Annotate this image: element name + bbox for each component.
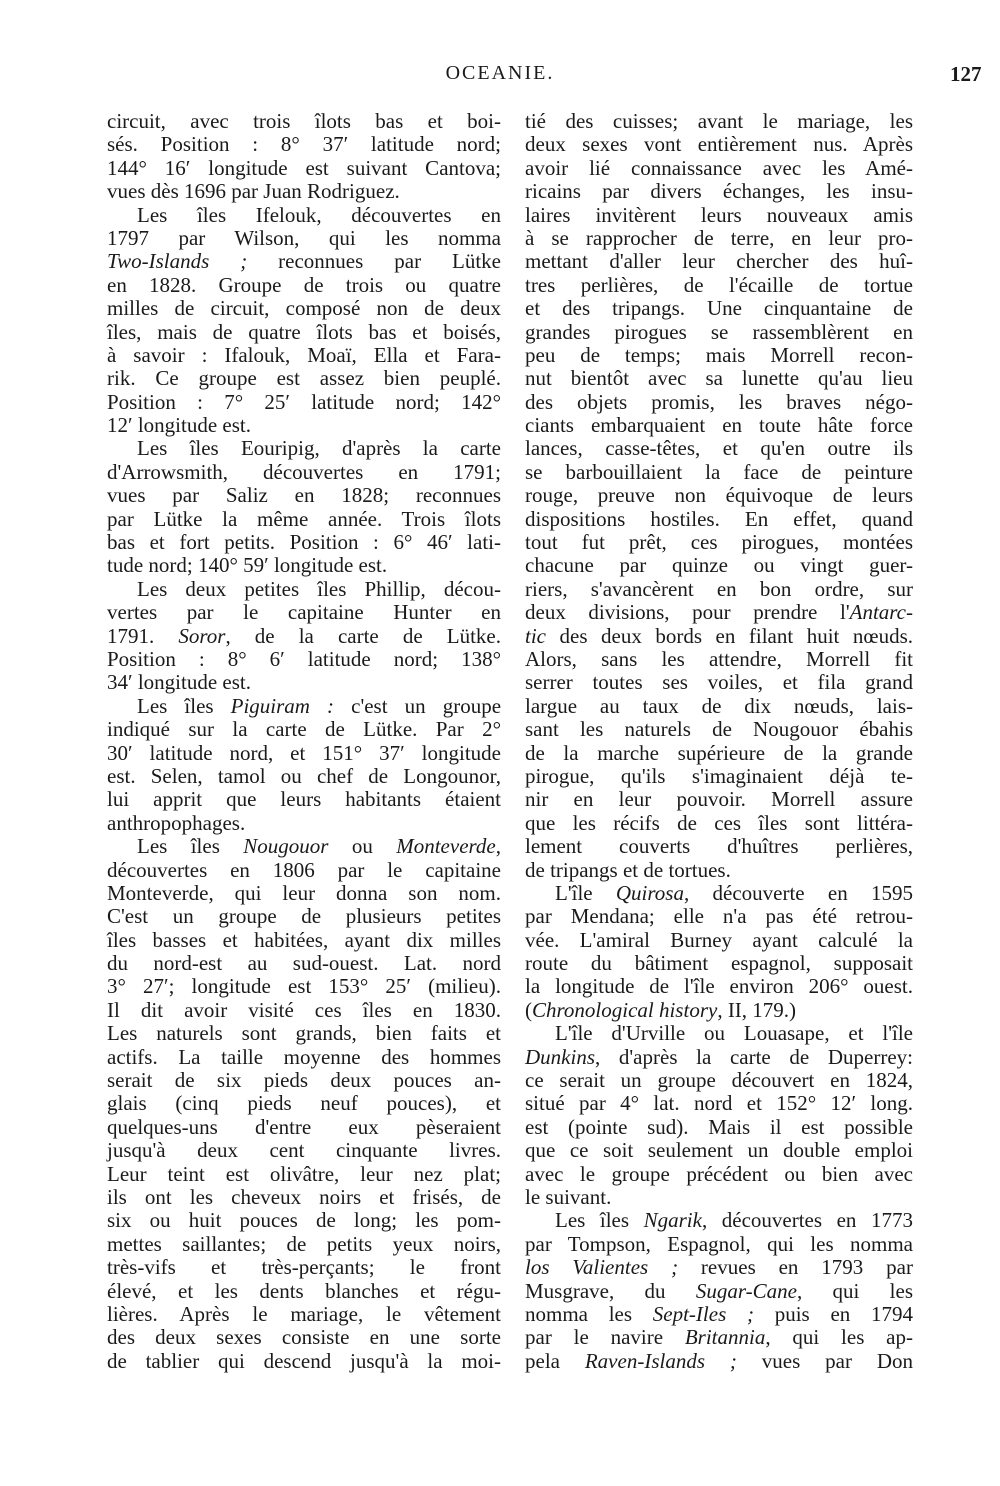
text-segment: ou <box>328 834 397 859</box>
text-segment: 144° 16′ longitude est suivant Cantova; <box>107 155 501 180</box>
text-line <box>525 625 913 648</box>
text-segment: d'Arrowsmith, découvertes en 1791; <box>107 459 501 484</box>
text-segment: est. Selen, tamol ou chef de Longounor, <box>107 763 501 788</box>
text-segment: Les deux petites îles Phillip, décou- <box>137 576 501 601</box>
text-line <box>525 601 913 624</box>
text-line <box>525 508 913 531</box>
left-column <box>107 110 501 1373</box>
text-line <box>525 648 913 671</box>
text-segment: quelques-uns d'entre eux pèseraient <box>107 1114 501 1139</box>
text-line <box>525 321 913 344</box>
text-line <box>107 133 501 156</box>
italic-text-segment: tic <box>525 623 546 648</box>
text-segment: vertes par le capitaine Hunter en <box>107 600 501 625</box>
text-line <box>107 297 501 320</box>
text-segment: îles, mais de quatre îlots bas et boisés, <box>107 319 501 344</box>
text-line <box>525 905 913 928</box>
text-segment: Musgrave, du <box>525 1278 696 1303</box>
text-segment: du nord-est au sud-ouest. Lat. nord <box>107 951 501 976</box>
text-segment: des deux bords en filant huit nœuds. <box>546 623 913 648</box>
text-segment: largue au taux de dix nœuds, lais- <box>525 693 913 718</box>
text-segment: par Tompson, Espagnol, qui les nomma <box>525 1231 913 1256</box>
text-segment: riers, s'avancèrent en bon ordre, sur <box>525 576 913 601</box>
text-segment: sant les naturels de Nougouor ébahis <box>525 717 913 742</box>
text-segment: grandes pirogues se rassemblèrent en <box>525 319 913 344</box>
text-line <box>107 484 501 507</box>
text-segment: avoir lié connaissance avec les Amé- <box>525 155 913 180</box>
italic-text-segment: Monteverde <box>396 834 496 859</box>
text-segment: Monteverde, qui leur donna son nom. <box>107 880 501 905</box>
text-line <box>107 274 501 297</box>
text-segment: la longitude de l'île environ 206° ouest. <box>525 974 913 999</box>
text-line <box>107 1303 501 1326</box>
text-segment: milles de circuit, composé non de deux <box>107 296 501 321</box>
text-segment: route du bâtiment espagnol, supposait <box>525 951 913 976</box>
text-segment: situé par 4° lat. nord et 152° 12′ long. <box>525 1091 913 1116</box>
italic-text-segment: Sept-Iles ; <box>652 1301 754 1326</box>
text-line <box>525 1233 913 1256</box>
text-segment: , qui les ap- <box>765 1325 913 1350</box>
text-segment: élevé, et les dents blanches et régu- <box>107 1278 501 1303</box>
text-line <box>107 1163 501 1186</box>
text-line <box>525 975 913 998</box>
text-line <box>525 695 913 718</box>
text-line <box>525 414 913 437</box>
text-line <box>107 1209 501 1232</box>
text-line <box>107 835 501 858</box>
text-line <box>525 1280 913 1303</box>
text-segment: le suivant. <box>525 1184 612 1209</box>
text-segment: anthropophages. <box>107 810 246 835</box>
text-segment: tié des cuisses; avant le mariage, les <box>525 109 913 133</box>
text-line <box>525 929 913 952</box>
text-line <box>525 1046 913 1069</box>
text-segment: 30′ latitude nord, et 151° 37′ longitude <box>107 740 501 765</box>
text-line <box>107 578 501 601</box>
text-line <box>107 1233 501 1256</box>
text-segment: rouge, preuve non équivoque de leurs <box>525 483 913 508</box>
text-segment: deux sexes vont entièrement nus. Après <box>525 132 913 157</box>
text-line <box>107 695 501 718</box>
text-segment: en 1828. Groupe de trois ou quatre <box>107 272 501 297</box>
text-segment: dispositions hostiles. En effet, quand <box>525 506 913 531</box>
text-segment: découvertes en 1806 par le capitaine <box>107 857 501 882</box>
text-segment: est (pointe sud). Mais il est possible <box>525 1114 913 1139</box>
text-segment: tude nord; 140° 59′ longitude est. <box>107 553 388 578</box>
text-line <box>525 952 913 975</box>
text-segment: que les récifs de ces îles sont littéra- <box>525 810 913 835</box>
text-line <box>525 671 913 694</box>
text-segment: 1791. <box>107 623 179 648</box>
text-line <box>525 274 913 297</box>
text-segment: ( <box>525 997 532 1022</box>
text-line <box>525 812 913 835</box>
italic-text-segment: Raven-Islands ; <box>584 1348 737 1373</box>
text-line <box>525 1139 913 1162</box>
text-segment: se barbouillaient la face de peinture <box>525 459 913 484</box>
text-segment: , d'après la carte de Duperrey: <box>595 1044 913 1069</box>
text-line <box>107 1280 501 1303</box>
text-line <box>107 250 501 273</box>
text-line <box>107 157 501 180</box>
text-segment: nir en leur pouvoir. Morrell assure <box>525 787 913 812</box>
text-segment: serait de six pieds deux pouces an- <box>107 1068 501 1093</box>
text-line <box>107 180 501 203</box>
text-line <box>107 882 501 905</box>
text-segment: lières. Après le mariage, le vêtement <box>107 1301 501 1326</box>
text-segment: chacune par quinze ou vingt guer- <box>525 553 913 578</box>
text-segment: de la marche supérieure de la grande <box>525 740 913 765</box>
text-segment: Les îles <box>137 693 231 718</box>
text-segment: par Lütke la même année. Trois îlots <box>107 506 501 531</box>
text-line <box>525 250 913 273</box>
text-segment: mettant d'aller leur chercher des huî- <box>525 249 913 274</box>
text-line <box>107 1326 501 1349</box>
text-line <box>107 1116 501 1139</box>
text-segment: bas et fort petits. Position : 6° 46′ lati- <box>107 530 501 555</box>
text-segment: et des tripangs. Une cinquantaine de <box>525 296 913 321</box>
text-segment: peu de temps; mais Morrell recon- <box>525 342 913 367</box>
italic-text-segment: Quirosa <box>615 880 684 905</box>
text-line <box>107 391 501 414</box>
text-line <box>107 554 501 577</box>
text-segment: revues en 1793 par <box>678 1255 913 1280</box>
text-segment: reconnues par Lütke <box>247 249 501 274</box>
text-line <box>525 1256 913 1279</box>
italic-text-segment: Piguiram : <box>230 693 335 718</box>
text-segment: L'île <box>555 880 616 905</box>
text-line <box>525 999 913 1022</box>
text-line <box>107 1256 501 1279</box>
text-segment: lui apprit que leurs habitants étaient <box>107 787 501 812</box>
italic-text-segment: Nougouor <box>243 834 329 859</box>
text-segment: Il dit avoir visité ces îles en 1830. <box>107 997 501 1022</box>
text-segment: ce serait un groupe découvert en 1824, <box>525 1068 913 1093</box>
text-line <box>107 437 501 460</box>
text-line <box>525 788 913 811</box>
text-line <box>107 1069 501 1092</box>
text-line <box>107 859 501 882</box>
text-segment: , découverte en 1595 <box>683 880 913 905</box>
text-line <box>107 999 501 1022</box>
text-segment: , qui les <box>796 1278 913 1303</box>
text-segment: glais (cinq pieds neuf pouces), et <box>107 1091 501 1116</box>
text-segment: circuit, avec trois îlots bas et boi- <box>107 109 501 133</box>
text-segment: jusqu'à deux cent cinquante livres. <box>107 1138 501 1163</box>
text-segment: 3° 27′; longitude est 153° 25′ (milieu). <box>107 974 501 999</box>
text-segment: actifs. La taille moyenne des hommes <box>107 1044 501 1069</box>
text-line <box>525 1092 913 1115</box>
text-line <box>525 1186 913 1209</box>
text-segment: mettes saillantes; de petits yeux noirs, <box>107 1231 501 1256</box>
text-segment: que ce soit seulement un double emploi <box>525 1138 913 1163</box>
text-line <box>525 1022 913 1045</box>
text-segment: Position : 7° 25′ latitude nord; 142° <box>107 389 501 414</box>
text-segment: indiqué sur la carte de Lütke. Par 2° <box>107 717 501 742</box>
text-segment: vée. L'amiral Burney ayant calculé la <box>525 927 913 952</box>
text-segment: ciants embarquaient en toute hâte force <box>525 413 913 438</box>
text-segment: ils ont les cheveux noirs et frisés, de <box>107 1184 501 1209</box>
text-segment: 34′ longitude est. <box>107 670 251 695</box>
text-line <box>525 742 913 765</box>
text-line <box>107 1092 501 1115</box>
text-segment: deux divisions, pour prendre l' <box>525 600 850 625</box>
text-line <box>107 344 501 367</box>
text-segment: nomma les <box>525 1301 653 1326</box>
text-line <box>525 484 913 507</box>
text-segment: nut bientôt avec sa lunette qu'au lieu <box>525 366 913 391</box>
text-line <box>107 975 501 998</box>
text-line <box>525 765 913 788</box>
text-segment: , II, 179.) <box>717 997 797 1022</box>
text-segment: vues par Saliz en 1828; reconnues <box>107 483 501 508</box>
text-segment: serrer toutes ses voiles, et fila grand <box>525 670 913 695</box>
text-line <box>107 601 501 624</box>
text-line <box>107 1022 501 1045</box>
text-segment: Alors, sans les attendre, Morrell fit <box>525 646 913 671</box>
text-line <box>107 625 501 648</box>
text-segment: , <box>495 834 501 859</box>
text-line <box>525 1350 913 1373</box>
text-line <box>525 344 913 367</box>
text-line <box>107 648 501 671</box>
text-line <box>107 718 501 741</box>
text-segment: 1797 par Wilson, qui les nomma <box>107 225 501 250</box>
italic-text-segment: los Valientes ; <box>525 1255 679 1280</box>
text-line <box>107 671 501 694</box>
text-line <box>525 882 913 905</box>
italic-text-segment: Ngarik <box>643 1208 702 1233</box>
text-segment: lement couverts d'huîtres perlières, <box>525 834 913 859</box>
text-line <box>525 835 913 858</box>
italic-text-segment: Sugar-Cane <box>695 1278 797 1303</box>
text-segment: des deux sexes consiste en une sorte <box>107 1325 501 1350</box>
text-segment: Les îles <box>555 1208 644 1233</box>
text-line <box>525 1163 913 1186</box>
text-segment: , de la carte de Lütke. <box>225 623 502 648</box>
text-line <box>525 859 913 882</box>
text-line <box>525 437 913 460</box>
text-line <box>525 461 913 484</box>
text-line <box>525 110 913 133</box>
text-segment: sés. Position : 8° 37′ latitude nord; <box>107 132 501 157</box>
text-segment: ricains par divers échanges, les insu- <box>525 179 913 204</box>
text-segment: Leur teint est olivâtre, leur nez plat; <box>107 1161 501 1186</box>
text-line <box>525 367 913 390</box>
text-segment: vues par Don <box>736 1348 913 1373</box>
text-line <box>525 297 913 320</box>
text-segment: pirogue, qu'ils s'imaginaient déjà te- <box>525 763 913 788</box>
text-segment: avec le groupe précédent ou bien avec <box>525 1161 913 1186</box>
text-line <box>525 554 913 577</box>
text-line <box>107 367 501 390</box>
text-segment: puis en 1794 <box>753 1301 913 1326</box>
text-line <box>107 952 501 975</box>
text-line <box>107 1350 501 1373</box>
text-segment: , découvertes en 1773 <box>701 1208 913 1233</box>
text-line <box>525 718 913 741</box>
text-segment: 12′ longitude est. <box>107 413 251 438</box>
italic-text-segment: Britannia <box>684 1325 766 1350</box>
text-segment: C'est un groupe de plusieurs petites <box>107 904 501 929</box>
text-segment: très-vifs et très-perçants; le front <box>107 1255 501 1280</box>
text-line <box>107 110 501 133</box>
text-segment: tout fut prêt, ces pirogues, montées <box>525 530 913 555</box>
text-line <box>525 1069 913 1092</box>
page-number: 127 <box>950 62 982 86</box>
text-line <box>107 204 501 227</box>
text-segment: à savoir : Ifalouk, Moaï, Ella et Fara- <box>107 342 501 367</box>
text-line <box>525 1326 913 1349</box>
italic-text-segment: Two-Islands ; <box>107 249 248 274</box>
text-line <box>525 391 913 414</box>
text-line <box>525 133 913 156</box>
text-line <box>107 905 501 928</box>
text-segment: L'île d'Urville ou Louasape, et l'île <box>555 1021 913 1046</box>
text-line <box>525 180 913 203</box>
italic-text-segment: Antarc- <box>849 600 913 625</box>
text-segment: laires invitèrent leurs nouveaux amis <box>525 202 913 227</box>
text-segment: Position : 8° 6′ latitude nord; 138° <box>107 646 501 671</box>
text-line <box>107 742 501 765</box>
text-line <box>107 414 501 437</box>
text-segment: de tablier qui descend jusqu'à la moi- <box>107 1348 501 1373</box>
text-line <box>525 157 913 180</box>
text-segment: de tripangs et de tortues. <box>525 857 731 882</box>
text-segment: vues dès 1696 par Juan Rodriguez. <box>107 179 400 204</box>
text-line <box>525 227 913 250</box>
text-line <box>107 508 501 531</box>
text-segment: c'est un groupe <box>334 693 502 718</box>
text-segment: Les îles Eouripig, d'après la carte <box>137 436 501 461</box>
italic-text-segment: Soror <box>178 623 226 648</box>
text-segment: six ou huit pouces de long; les pom- <box>107 1208 501 1233</box>
text-segment: Les îles Ifelouk, découvertes en <box>137 202 501 227</box>
text-line <box>107 1186 501 1209</box>
running-header: OCEANIE. <box>445 62 555 84</box>
text-segment: Les îles <box>137 834 244 859</box>
text-line <box>107 531 501 554</box>
text-line <box>107 929 501 952</box>
text-line <box>107 788 501 811</box>
text-line <box>107 461 501 484</box>
text-segment: à se rapprocher de terre, en leur pro- <box>525 225 913 250</box>
text-line <box>525 531 913 554</box>
text-line <box>525 1116 913 1139</box>
text-line <box>525 578 913 601</box>
text-segment: îles basses et habitées, ayant dix milles <box>107 927 501 952</box>
italic-text-segment: Dunkins <box>525 1044 595 1069</box>
text-line <box>107 812 501 835</box>
text-line <box>107 1046 501 1069</box>
text-segment: tres perlières, de l'écaille de tortue <box>525 272 913 297</box>
text-segment: Les naturels sont grands, bien faits et <box>107 1021 501 1046</box>
text-line <box>107 765 501 788</box>
right-column <box>525 110 913 1373</box>
text-line <box>107 1139 501 1162</box>
text-segment: pela <box>525 1348 585 1373</box>
text-line <box>525 1303 913 1326</box>
text-segment: par le navire <box>525 1325 685 1350</box>
italic-text-segment: Chronological history <box>532 997 718 1022</box>
text-segment: des objets promis, les braves négo- <box>525 389 913 414</box>
text-line <box>525 204 913 227</box>
text-segment: lances, casse-têtes, et qu'en outre ils <box>525 436 913 461</box>
text-line <box>525 1209 913 1232</box>
text-line <box>107 321 501 344</box>
text-segment: rik. Ce groupe est assez bien peuplé. <box>107 366 501 391</box>
text-line <box>107 227 501 250</box>
text-segment: par Mendana; elle n'a pas été retrou- <box>525 904 913 929</box>
